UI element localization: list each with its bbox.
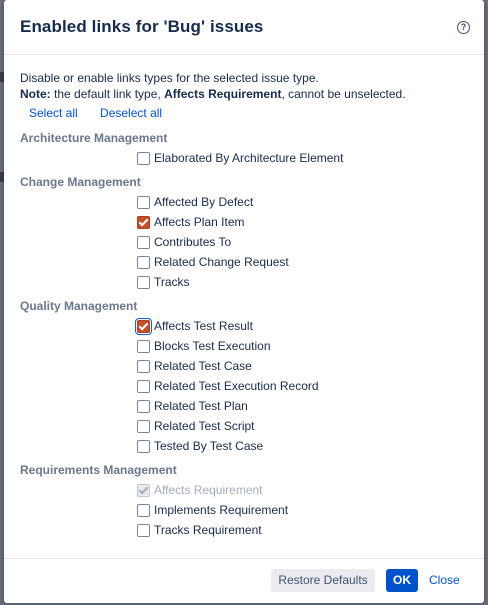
link-type-checkbox[interactable] (137, 216, 150, 229)
note-label: Note: (20, 87, 51, 101)
note-text-after: , cannot be unselected. (281, 87, 406, 101)
link-type-label: Implements Requirement (154, 503, 289, 517)
link-type-checkbox[interactable] (137, 340, 150, 353)
section-title: Change Management (20, 175, 141, 189)
dialog-description (20, 70, 406, 102)
select-links-row (29, 106, 181, 120)
link-type-option[interactable] (137, 378, 319, 394)
link-type-label: Related Test Plan (154, 399, 248, 413)
link-type-option[interactable] (137, 398, 248, 414)
dialog-header (4, 0, 484, 55)
link-type-label: Affects Requirement (154, 483, 263, 497)
link-type-checkbox[interactable] (137, 360, 150, 373)
link-type-label: Related Test Case (154, 359, 252, 373)
link-type-checkbox[interactable] (137, 504, 150, 517)
section-title: Architecture Management (20, 131, 168, 145)
link-type-checkbox[interactable] (137, 236, 150, 249)
link-type-label: Related Test Script (154, 419, 255, 433)
link-type-option[interactable] (137, 438, 263, 454)
link-type-option[interactable] (137, 502, 288, 518)
link-type-option[interactable] (137, 150, 343, 166)
link-type-label: Blocks Test Execution (154, 339, 271, 353)
link-type-label: Contributes To (154, 235, 232, 249)
link-type-checkbox[interactable] (137, 400, 150, 413)
link-type-checkbox[interactable] (137, 440, 150, 453)
section-title: Requirements Management (20, 463, 177, 477)
link-type-checkbox[interactable] (137, 256, 150, 269)
link-type-checkbox[interactable] (137, 420, 150, 433)
link-type-label: Affected By Defect (154, 195, 254, 209)
link-type-label: Related Test Execution Record (154, 379, 319, 393)
section-title: Quality Management (20, 299, 138, 313)
link-type-checkbox[interactable] (137, 196, 150, 209)
question-circle-icon[interactable]: ? (457, 21, 470, 34)
dialog-title: Enabled links for 'Bug' issues (20, 17, 264, 36)
link-type-checkbox[interactable] (137, 276, 150, 289)
dialog-footer (4, 558, 484, 604)
deselect-all-link[interactable]: Deselect all (100, 106, 163, 120)
link-type-option[interactable] (137, 254, 289, 270)
link-type-option[interactable] (137, 358, 252, 374)
close-link[interactable]: Close (429, 573, 460, 587)
note-default-type: Affects Requirement (164, 87, 282, 101)
ok-button[interactable]: OK (386, 569, 418, 592)
link-type-option[interactable] (137, 214, 245, 230)
link-type-label: Tested By Test Case (154, 439, 264, 453)
link-type-label: Related Change Request (154, 255, 289, 269)
note-text-before: the default link type, (50, 87, 165, 101)
link-type-label: Elaborated By Architecture Element (154, 151, 344, 165)
link-type-option[interactable] (137, 418, 255, 434)
link-type-option (137, 482, 263, 498)
link-type-option[interactable] (137, 274, 190, 290)
link-type-option[interactable] (137, 194, 253, 210)
link-type-label: Tracks (154, 275, 190, 289)
link-type-label: Tracks Requirement (154, 523, 262, 537)
select-all-link[interactable]: Select all (29, 106, 78, 120)
link-type-checkbox[interactable] (137, 320, 150, 333)
restore-defaults-button[interactable]: Restore Defaults (271, 569, 375, 592)
link-type-option[interactable] (137, 338, 271, 354)
link-type-option[interactable] (137, 234, 231, 250)
link-type-checkbox[interactable] (137, 524, 150, 537)
link-type-checkbox (137, 484, 150, 497)
link-type-option[interactable] (137, 522, 262, 538)
link-type-checkbox[interactable] (137, 152, 150, 165)
link-type-label: Affects Test Result (154, 319, 253, 333)
link-type-label: Affects Plan Item (154, 215, 245, 229)
link-type-checkbox[interactable] (137, 380, 150, 393)
enabled-links-dialog (4, 0, 484, 603)
note-line (20, 86, 406, 102)
description-line: Disable or enable links types for the selected issue type. (20, 71, 319, 85)
link-type-option[interactable] (137, 318, 253, 334)
